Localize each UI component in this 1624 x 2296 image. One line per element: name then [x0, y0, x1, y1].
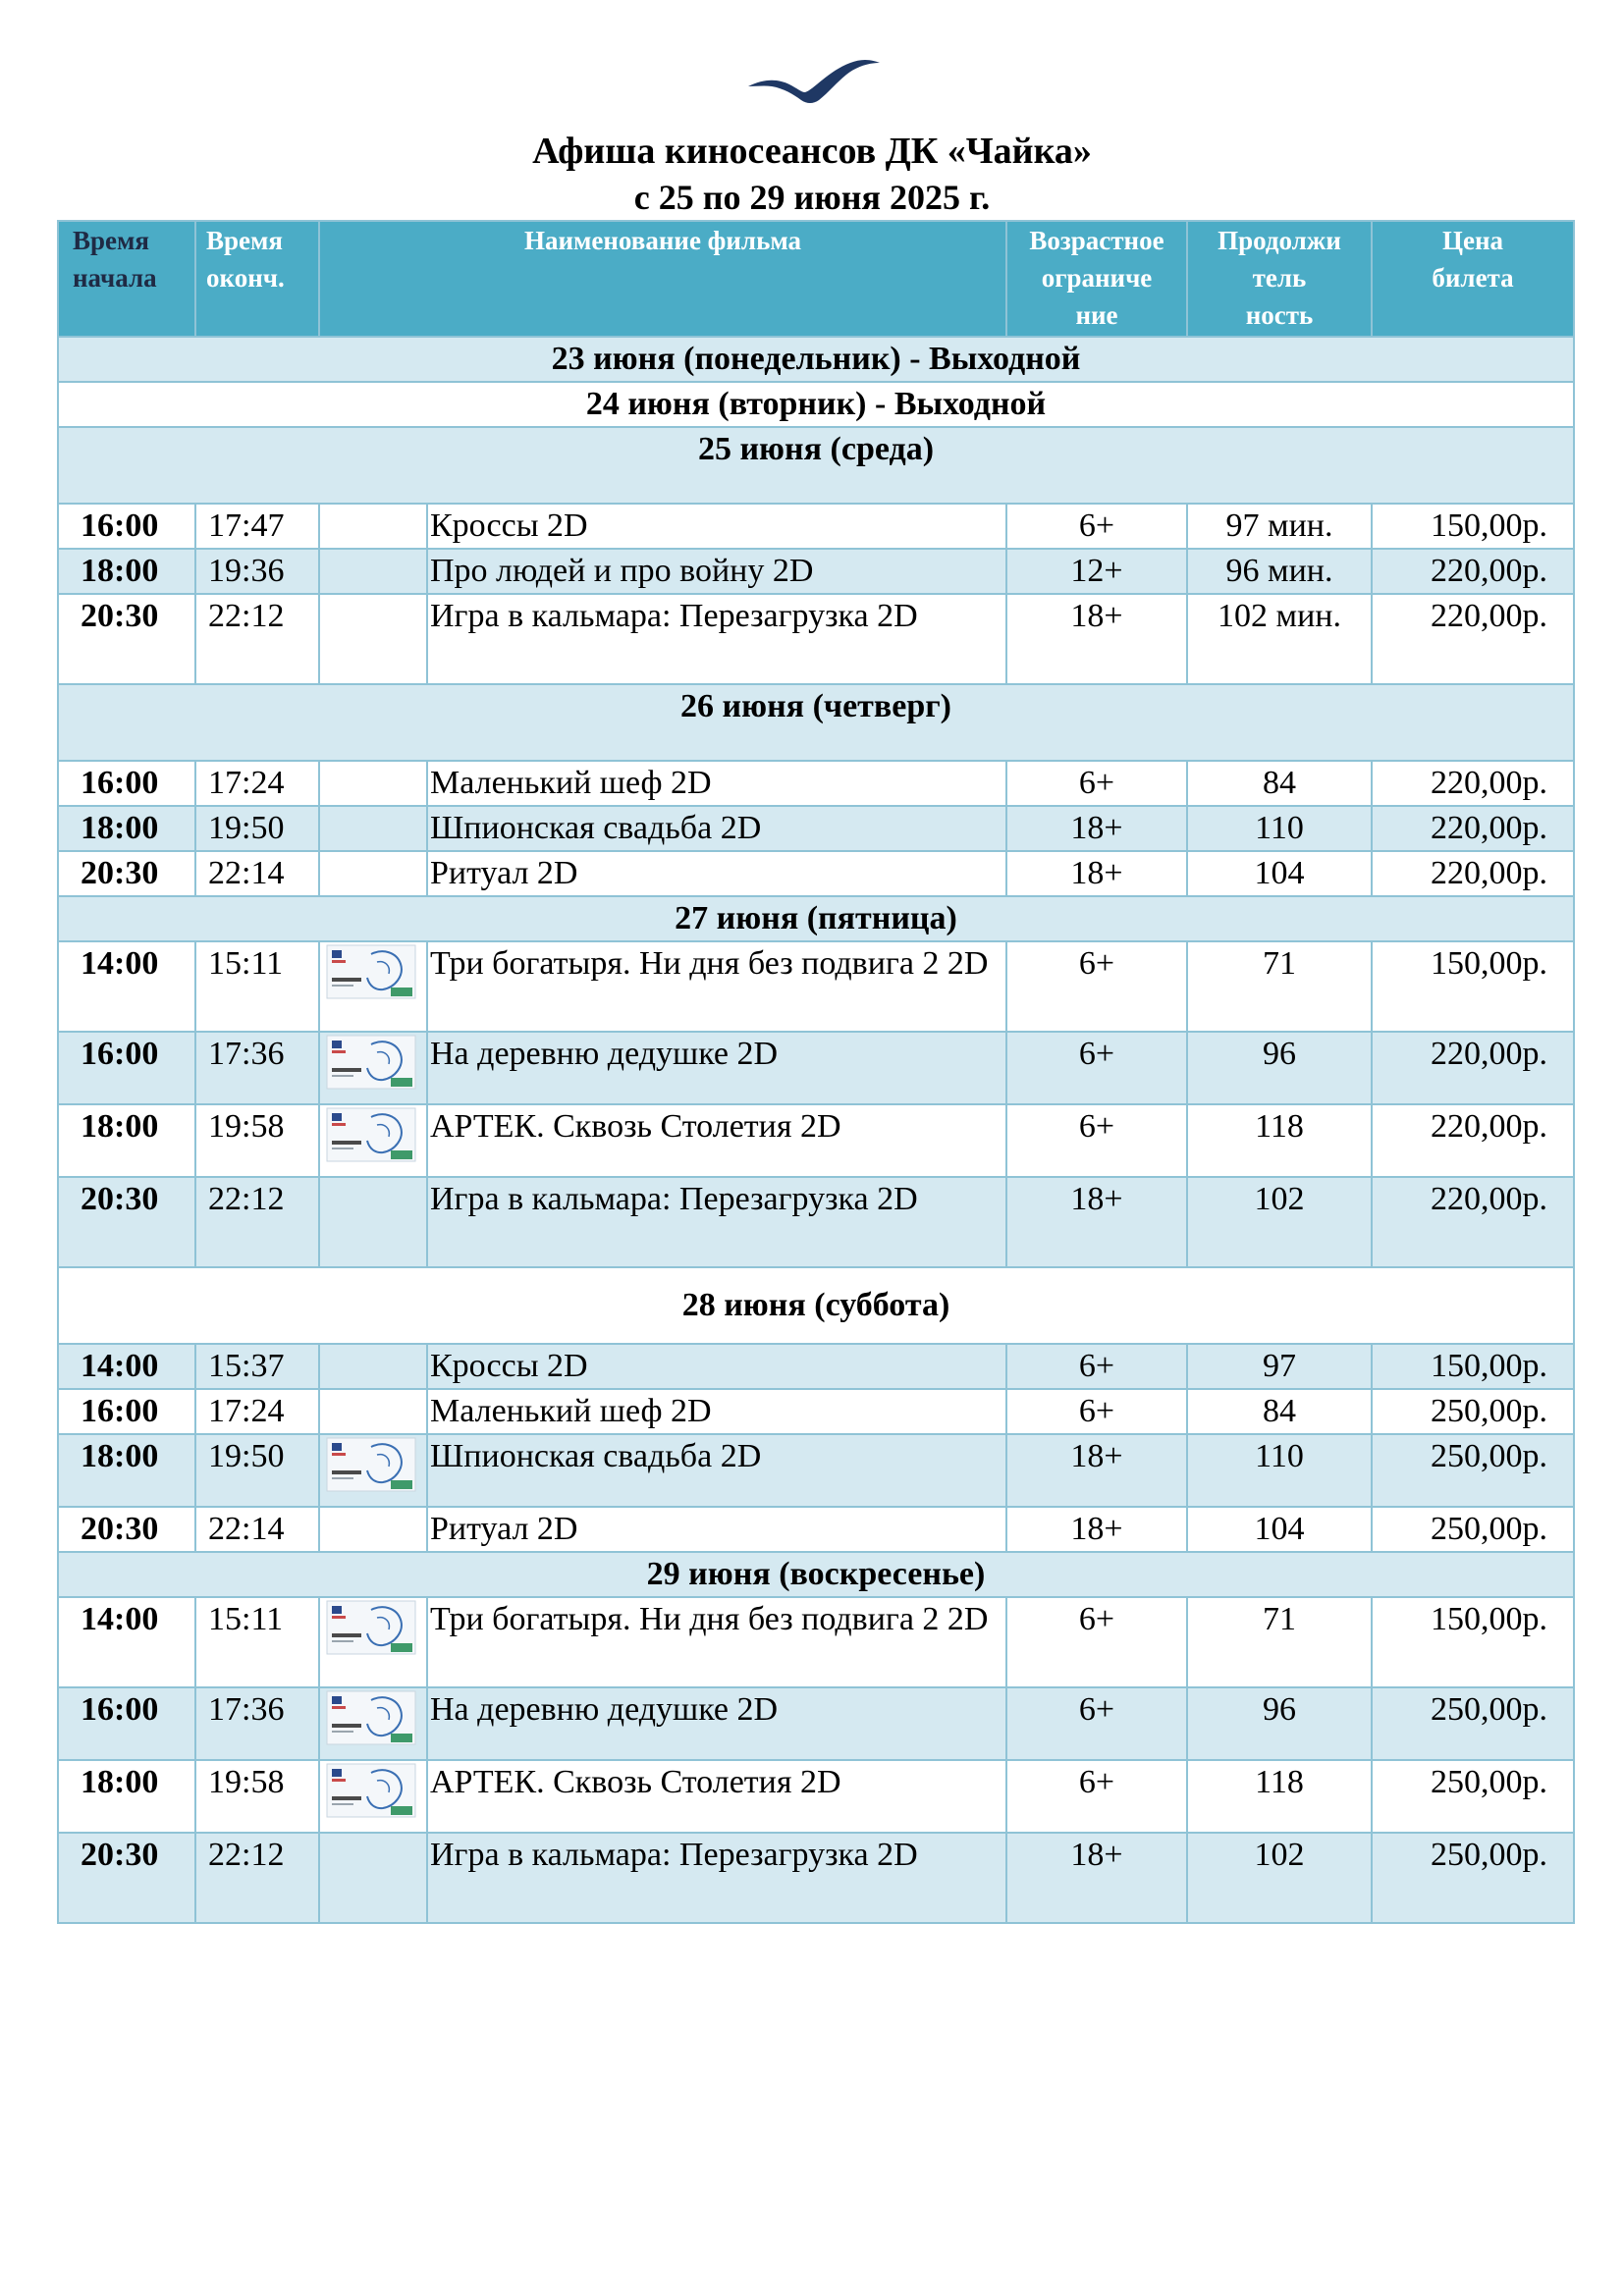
cell-age: 6+ — [1006, 1344, 1187, 1389]
cell-dur: 97 мин. — [1187, 504, 1372, 549]
cell-dur: 97 — [1187, 1344, 1372, 1389]
cell-price: 150,00р. — [1372, 1597, 1574, 1687]
cell-start: 16:00 — [58, 1032, 195, 1104]
cell-price: 220,00р. — [1372, 1032, 1574, 1104]
cell-dur: 118 — [1187, 1760, 1372, 1833]
cell-ico — [319, 1434, 427, 1507]
cell-age: 18+ — [1006, 851, 1187, 896]
day-row-26 — [58, 684, 1574, 761]
pushkin-card-icon — [326, 1690, 416, 1745]
cell-name: Про людей и про войну 2D — [427, 549, 1006, 594]
cell-ico — [319, 851, 427, 896]
cell-start: 18:00 — [58, 1434, 195, 1507]
cell-dur: 84 — [1187, 1389, 1372, 1434]
table-header-row — [58, 221, 1574, 337]
cell-age: 6+ — [1006, 1760, 1187, 1833]
table-row — [58, 1032, 1574, 1104]
col-start-header: Время начала — [58, 221, 195, 337]
cell-ico — [319, 1104, 427, 1177]
day-label: 29 июня (воскресенье) — [58, 1552, 1574, 1597]
day-row-23 — [58, 337, 1574, 382]
pushkin-card-icon — [326, 1437, 416, 1492]
cell-ico — [319, 941, 427, 1032]
table-row — [58, 1507, 1574, 1552]
cell-dur: 110 — [1187, 1434, 1372, 1507]
cell-end: 19:58 — [195, 1104, 319, 1177]
table-row — [58, 1597, 1574, 1687]
cell-name: На деревню дедушке 2D — [427, 1687, 1006, 1760]
cell-name: Шпионская свадьба 2D — [427, 806, 1006, 851]
cell-end: 22:14 — [195, 851, 319, 896]
table-row — [58, 851, 1574, 896]
day-label: 25 июня (среда) — [58, 427, 1574, 504]
cell-start: 16:00 — [58, 1687, 195, 1760]
cell-age: 18+ — [1006, 1833, 1187, 1923]
cell-price: 150,00р. — [1372, 941, 1574, 1032]
cell-price: 220,00р. — [1372, 806, 1574, 851]
cell-price: 250,00р. — [1372, 1833, 1574, 1923]
day-label: 24 июня (вторник) - Выходной — [58, 382, 1574, 427]
cell-ico — [319, 1687, 427, 1760]
cell-price: 250,00р. — [1372, 1760, 1574, 1833]
table-row — [58, 1434, 1574, 1507]
col-end-header: Время оконч. — [195, 221, 319, 337]
cell-age: 6+ — [1006, 1597, 1187, 1687]
cell-start: 20:30 — [58, 851, 195, 896]
cell-age: 6+ — [1006, 504, 1187, 549]
day-label: 26 июня (четверг) — [58, 684, 1574, 761]
cell-name: АРТЕК. Сквозь Столетия 2D — [427, 1760, 1006, 1833]
cell-ico — [319, 594, 427, 684]
cell-price: 250,00р. — [1372, 1687, 1574, 1760]
cell-price: 220,00р. — [1372, 594, 1574, 684]
cell-age: 6+ — [1006, 761, 1187, 806]
cell-start: 18:00 — [58, 1760, 195, 1833]
cell-end: 15:11 — [195, 1597, 319, 1687]
cell-dur: 71 — [1187, 941, 1372, 1032]
cell-age: 6+ — [1006, 1104, 1187, 1177]
cell-dur: 96 мин. — [1187, 549, 1372, 594]
cell-ico — [319, 504, 427, 549]
cell-price: 220,00р. — [1372, 1177, 1574, 1267]
table-row — [58, 1760, 1574, 1833]
cell-ico — [319, 1760, 427, 1833]
seagull-logo-icon — [744, 53, 882, 108]
cell-age: 6+ — [1006, 1389, 1187, 1434]
cell-age: 18+ — [1006, 1507, 1187, 1552]
cell-end: 17:24 — [195, 761, 319, 806]
table-row — [58, 806, 1574, 851]
cell-price: 150,00р. — [1372, 504, 1574, 549]
cell-age: 18+ — [1006, 806, 1187, 851]
cell-price: 250,00р. — [1372, 1389, 1574, 1434]
cell-name: Маленький шеф 2D — [427, 1389, 1006, 1434]
table-row — [58, 761, 1574, 806]
table-row — [58, 594, 1574, 684]
cell-start: 14:00 — [58, 941, 195, 1032]
cell-start: 18:00 — [58, 549, 195, 594]
cell-ico — [319, 806, 427, 851]
cell-age: 18+ — [1006, 1177, 1187, 1267]
col-name-header: Наименование фильма — [319, 221, 1006, 337]
table-row — [58, 504, 1574, 549]
cell-price: 220,00р. — [1372, 761, 1574, 806]
cell-age: 18+ — [1006, 594, 1187, 684]
cell-ico — [319, 1344, 427, 1389]
cell-dur: 96 — [1187, 1032, 1372, 1104]
cell-start: 20:30 — [58, 594, 195, 684]
cell-start: 20:30 — [58, 1833, 195, 1923]
cell-ico — [319, 1597, 427, 1687]
table-row — [58, 1104, 1574, 1177]
day-row-29 — [58, 1552, 1574, 1597]
cell-name: Маленький шеф 2D — [427, 761, 1006, 806]
cell-price: 150,00р. — [1372, 1344, 1574, 1389]
pushkin-card-icon — [326, 1107, 416, 1162]
cell-dur: 102 — [1187, 1833, 1372, 1923]
cell-ico — [319, 1177, 427, 1267]
cell-name: Игра в кальмара: Перезагрузка 2D — [427, 1177, 1006, 1267]
cell-start: 14:00 — [58, 1597, 195, 1687]
schedule-table — [57, 220, 1575, 1924]
cell-price: 220,00р. — [1372, 1104, 1574, 1177]
pushkin-card-icon — [326, 944, 416, 999]
cell-ico — [319, 549, 427, 594]
cell-age: 12+ — [1006, 549, 1187, 594]
cell-price: 250,00р. — [1372, 1434, 1574, 1507]
table-row — [58, 1687, 1574, 1760]
day-label: 28 июня (суббота) — [58, 1267, 1574, 1344]
cell-ico — [319, 1507, 427, 1552]
pushkin-card-icon — [326, 1600, 416, 1655]
day-label: 23 июня (понедельник) - Выходной — [58, 337, 1574, 382]
cell-ico — [319, 1032, 427, 1104]
cell-start: 16:00 — [58, 1389, 195, 1434]
cell-start: 16:00 — [58, 504, 195, 549]
col-duration-header: Продолжи тель ность — [1187, 221, 1372, 337]
cell-ico — [319, 1389, 427, 1434]
cell-name: Игра в кальмара: Перезагрузка 2D — [427, 594, 1006, 684]
cell-start: 18:00 — [58, 806, 195, 851]
table-row — [58, 1833, 1574, 1923]
cell-name: Ритуал 2D — [427, 1507, 1006, 1552]
cell-dur: 102 — [1187, 1177, 1372, 1267]
col-age-header: Возрастное ограниче ние — [1006, 221, 1187, 337]
cell-end: 22:12 — [195, 1177, 319, 1267]
cell-dur: 104 — [1187, 851, 1372, 896]
cell-dur: 118 — [1187, 1104, 1372, 1177]
cell-dur: 102 мин. — [1187, 594, 1372, 684]
cell-end: 19:50 — [195, 1434, 319, 1507]
day-row-24 — [58, 382, 1574, 427]
cell-dur: 71 — [1187, 1597, 1372, 1687]
page-title: Афиша киносеансов ДК «Чайка» — [532, 131, 1092, 172]
table-row — [58, 941, 1574, 1032]
cell-name: Ритуал 2D — [427, 851, 1006, 896]
cell-ico — [319, 761, 427, 806]
cell-age: 6+ — [1006, 941, 1187, 1032]
table-row — [58, 549, 1574, 594]
day-row-25 — [58, 427, 1574, 504]
table-row — [58, 1344, 1574, 1389]
cell-end: 22:14 — [195, 1507, 319, 1552]
cell-dur: 96 — [1187, 1687, 1372, 1760]
page-subtitle: с 25 по 29 июня 2025 г. — [633, 178, 991, 217]
cell-name: Кроссы 2D — [427, 504, 1006, 549]
cell-age: 6+ — [1006, 1687, 1187, 1760]
cell-start: 20:30 — [58, 1507, 195, 1552]
cell-start: 14:00 — [58, 1344, 195, 1389]
cell-end: 17:47 — [195, 504, 319, 549]
cell-end: 15:37 — [195, 1344, 319, 1389]
cell-dur: 104 — [1187, 1507, 1372, 1552]
cell-price: 220,00р. — [1372, 549, 1574, 594]
table-row — [58, 1177, 1574, 1267]
cell-end: 17:36 — [195, 1687, 319, 1760]
table-row — [58, 1389, 1574, 1434]
cell-end: 15:11 — [195, 941, 319, 1032]
cell-end: 17:36 — [195, 1032, 319, 1104]
cell-end: 19:58 — [195, 1760, 319, 1833]
cell-price: 250,00р. — [1372, 1507, 1574, 1552]
col-price-header: Цена билета — [1372, 221, 1574, 337]
cell-price: 220,00р. — [1372, 851, 1574, 896]
cell-start: 18:00 — [58, 1104, 195, 1177]
cell-dur: 84 — [1187, 761, 1372, 806]
cell-end: 19:36 — [195, 549, 319, 594]
cell-end: 19:50 — [195, 806, 319, 851]
day-row-27 — [58, 896, 1574, 941]
cell-age: 18+ — [1006, 1434, 1187, 1507]
cell-name: Три богатыря. Ни дня без подвига 2 2D — [427, 941, 1006, 1032]
cell-end: 22:12 — [195, 594, 319, 684]
cell-end: 22:12 — [195, 1833, 319, 1923]
cell-dur: 110 — [1187, 806, 1372, 851]
cell-name: Игра в кальмара: Перезагрузка 2D — [427, 1833, 1006, 1923]
cell-name: АРТЕК. Сквозь Столетия 2D — [427, 1104, 1006, 1177]
cell-age: 6+ — [1006, 1032, 1187, 1104]
cell-name: На деревню дедушке 2D — [427, 1032, 1006, 1104]
day-label: 27 июня (пятница) — [58, 896, 1574, 941]
pushkin-card-icon — [326, 1035, 416, 1090]
cell-name: Три богатыря. Ни дня без подвига 2 2D — [427, 1597, 1006, 1687]
pushkin-card-icon — [326, 1763, 416, 1818]
cell-name: Кроссы 2D — [427, 1344, 1006, 1389]
cell-end: 17:24 — [195, 1389, 319, 1434]
cell-ico — [319, 1833, 427, 1923]
cell-name: Шпионская свадьба 2D — [427, 1434, 1006, 1507]
cell-start: 20:30 — [58, 1177, 195, 1267]
cell-start: 16:00 — [58, 761, 195, 806]
day-row-28 — [58, 1267, 1574, 1344]
